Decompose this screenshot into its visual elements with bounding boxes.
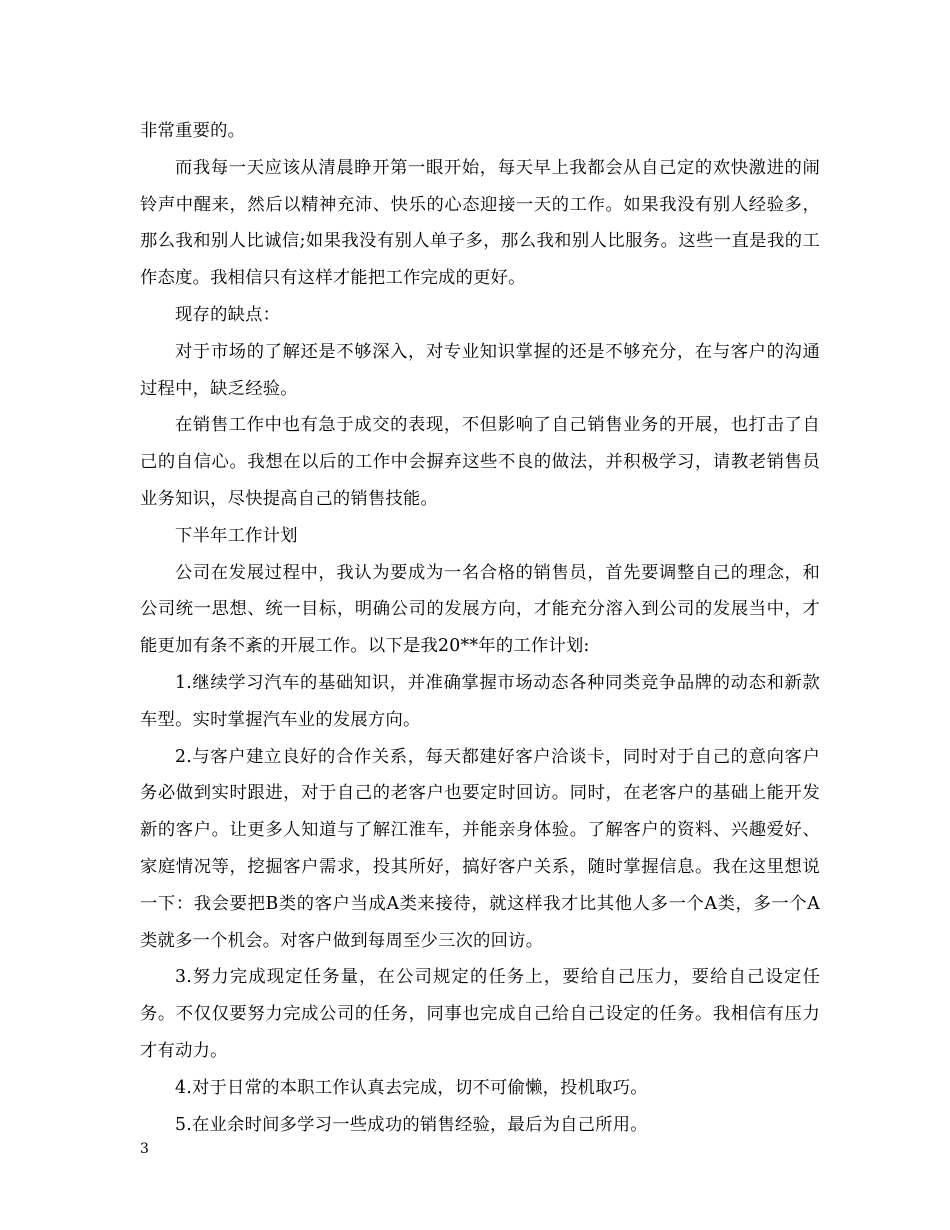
paragraph-sales-confidence: 在销售工作中也有急于成交的表现，不但影响了自己销售业务的开展，也打击了自己的自信心。我想在以后的工作中会摒弃这些不良的做法，并积极学习，请教老销售员业务知识，尽快提高自己的销售技能。 [140,415,820,509]
plan-item-2: 2.与客户建立良好的合作关系，每天都建好客户洽谈卡，同时对于自己的意向客户务必做到实时跟进，对于自己的老客户也要定时回访。同时，在老客户的基础上能开发新的客户。让更多人知道与了解江淮车，并能亲身体验。了解客户的资料、兴趣爱好、家庭情况等，挖掘客户需求，投其所好，搞好客户关系，随时掌握信息。我在这里想说一下：我会要把B类的客户当成A类来接待，就这样我才比其他人多一个A类，多一个A类就多一个机会。对客户做到每周至少三次的回访。 [140,746,820,951]
paragraph-company-development: 公司在发展过程中，我认为要成为一名合格的销售员，首先要调整自己的理念，和公司统一思想、统一目标，明确公司的发展方向，才能充分溶入到公司的发展当中，才能更加有条不紊的开展工作。以下是我20**年的工作计划: [140,562,820,657]
page-number: 3 [140,1141,149,1157]
paragraph-continuation: 非常重要的。 [140,121,246,141]
plan-item-4: 4.对于日常的本职工作认真去完成，切不可偷懒，投机取巧。 [175,1077,648,1098]
plan-item-3: 3.努力完成现定任务量，在公司规定的任务上，要给自己压力，要给自己设定任务。不仅仅要努力完成公司的任务，同事也完成自己给自己设定的任务。我相信有压力才有动力。 [140,967,820,1061]
heading-current-shortcomings: 现存的缺点： [175,304,281,325]
plan-item-5: 5.在业余时间多学习一些成功的销售经验，最后为自己所用。 [175,1114,648,1135]
plan-item-1: 1.继续学习汽车的基础知识，并准确掌握市场动态各种同类竞争品牌的动态和新款车型。实时掌握汽车业的发展方向。 [140,672,820,730]
paragraph-daily-attitude: 而我每一天应该从清晨睁开第一眼开始，每天早上我都会从自己定的欢快激进的闹铃声中醒来，然后以精神充沛、快乐的心态迎接一天的工作。如果我没有别人经验多，那么我和别人比诚信;如果我没有别人单子多，那么我和别人比服务。这些一直是我的工作态度。我相信只有这样才能把工作完成的更好。 [140,157,820,289]
paragraph-market-knowledge: 对于市场的了解还是不够深入，对专业知识掌握的还是不够充分，在与客户的沟通过程中，缺乏经验。 [140,341,820,399]
heading-second-half-plan: 下半年工作计划 [175,525,298,546]
document-body [140,113,820,1143]
